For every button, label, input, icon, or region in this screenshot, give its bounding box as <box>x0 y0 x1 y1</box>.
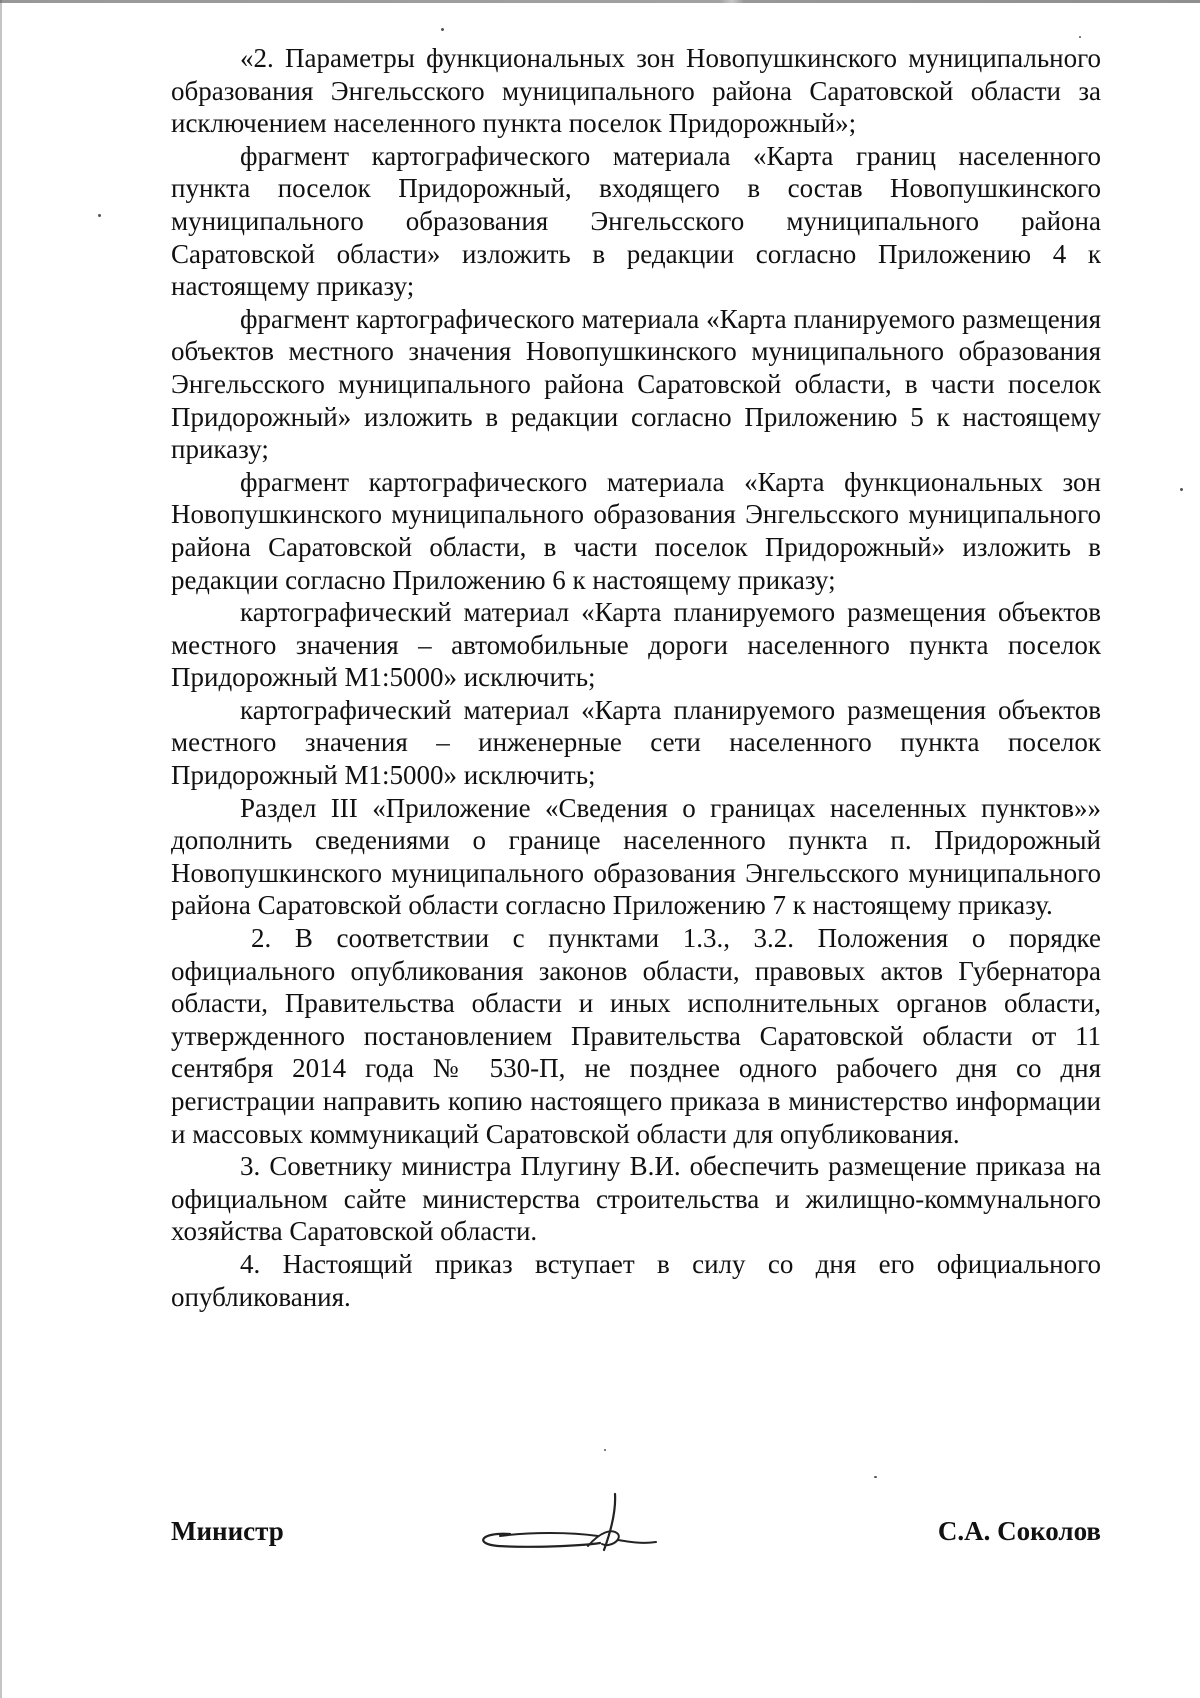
scan-edge <box>0 0 2 1698</box>
paragraph-item-4-effective: 4. Настоящий приказ вступает в силу со дня его официального опубликования. <box>171 1248 1101 1312</box>
paragraph-boundaries-map: фрагмент картографического материала «Карта границ населенного пункта поселок Придорожный, входящего в состав Новопушкинского муниципального образования Энгельсского муниципального района Саратовской области» изложить в редакции согласно Приложению 4 к настоящему приказу; <box>171 140 1101 302</box>
signature-block <box>171 1516 1101 1556</box>
document-body <box>171 42 1101 1313</box>
scan-edge <box>0 0 1200 3</box>
paragraph-planned-objects-map: фрагмент картографического материала «Карта планируемого размещения объектов местного значения Новопушкинского муниципального образования Энгельсского муниципального района Саратовской области, в части поселок Придорожный» изложить в редакции согласно Приложению 5 к настоящему приказу; <box>171 303 1101 465</box>
scan-speck <box>1180 488 1183 491</box>
signatory-name: С.А. Соколов <box>937 1516 1101 1546</box>
paragraph-item-3-website: 3. Советнику министра Плугину В.И. обеспечить размещение приказа на официальном сайте министерства строительства и жилищно-коммунального хозяйства Саратовской области. <box>171 1151 1101 1247</box>
paragraph-engineering-map-exclude: картографический материал «Карта планируемого размещения объектов местного значения – инженерные сети населенного пункта поселок Придорожный М1:5000» исключить; <box>171 694 1101 791</box>
scan-speck <box>441 28 444 31</box>
paragraph-functional-zones-map: фрагмент картографического материала «Карта функциональных зон Новопушкинского муниципального образования Энгельсского муниципального района Саратовской области, в части поселок Придорожный» изложить в редакции согласно Приложению 6 к настоящему приказу; <box>171 466 1101 595</box>
paragraph-section-three: Раздел III «Приложение «Сведения о границах населенных пунктов»» дополнить сведениями о границе населенного пункта п. Придорожный Новопушкинского муниципального образования Энгельсского муниципального района Саратовской области согласно Приложению 7 к настоящему приказу. <box>171 792 1101 921</box>
scan-speck <box>98 214 101 217</box>
scan-speck <box>1079 36 1081 38</box>
paragraph-functional-zones-title: «2. Параметры функциональных зон Новопушкинского муниципального образования Энгельсского муниципального района Саратовской области за исключением населенного пункта поселок Придорожный»; <box>171 43 1101 139</box>
signatory-position: Министр <box>171 1516 284 1546</box>
scan-speck <box>604 1449 606 1451</box>
paragraph-roads-map-exclude: картографический материал «Карта планируемого размещения объектов местного значения – автомобильные дороги населенного пункта поселок Придорожный М1:5000» исключить; <box>171 597 1101 693</box>
paragraph-item-2-publication: 2. В соответствии с пунктами 1.3., 3.2. Положения о порядке официального опубликования законов области, правовых актов Губернатора области, Правительства области и иных исполнительных органов области, утвержденного постановлением Правительства Саратовской области от 11 сентября 2014 года № 530-П, не позднее одного рабочего дня со дня регистрации направить копию настоящего приказа в министерство информации и массовых коммуникаций Саратовской области для опубликования. <box>171 923 1101 1149</box>
scan-speck <box>874 1476 877 1478</box>
